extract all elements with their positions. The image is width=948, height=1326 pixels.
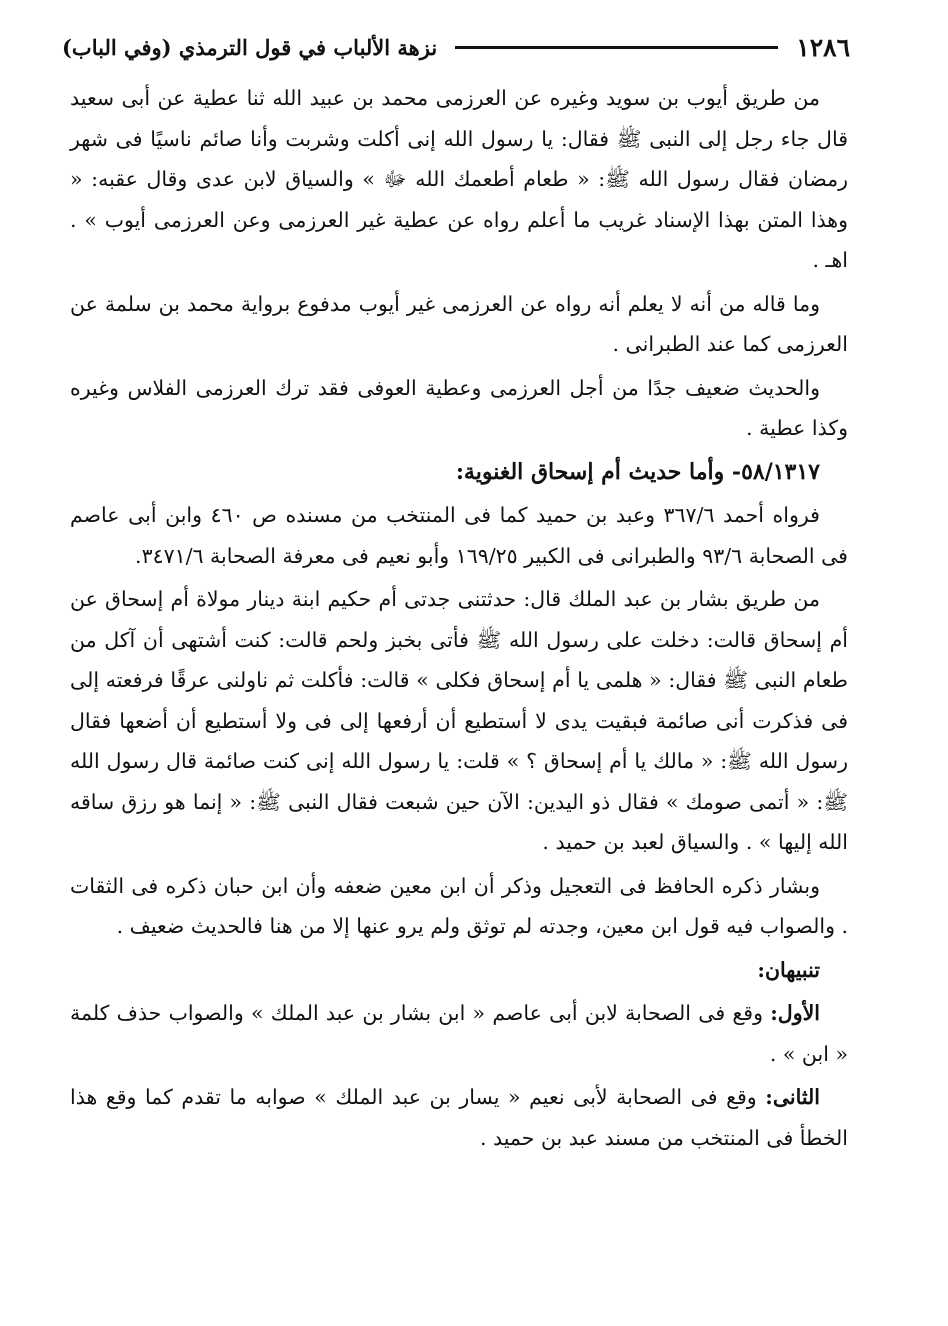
header-rule: [455, 46, 778, 49]
note-2-label: الثانى:: [765, 1085, 820, 1109]
paragraph-6: وبشار ذكره الحافظ فى التعجيل وذكر أن ابن معين ضعفه وأن ابن حبان ذكره فى الثقات . والصواب فيه قول ابن معين، وجدته لم توثق ولم يرو عنها إلا من هنا فالحديث ضعيف .: [70, 873, 848, 938]
notes-heading: تنبيهان:: [757, 957, 820, 982]
paragraph-3: والحديث ضعيف جدًا من أجل العرزمى وعطية العوفى فقد ترك العرزمى الفلاس وغيره وكذا عطية .: [70, 375, 848, 440]
note-1-label: الأول:: [770, 1001, 820, 1025]
book-title: نزهة الألباب في قول الترمذي (وفي الباب): [62, 34, 438, 60]
paragraph-2: وما قاله من أنه لا يعلم أنه رواه عن العرزمى غير أيوب مدفوع برواية محمد بن سلمة عن العرزمى كما عند الطبرانى .: [70, 291, 848, 356]
note-2-text: وقع فى الصحابة لأبى نعيم « يسار بن عبد الملك » صوابه ما تقدم كما وقع هذا الخطأ فى المنتخب من مسند عبد بن حميد .: [70, 1085, 848, 1150]
note-2: [70, 1077, 848, 1158]
paragraph-1: من طريق أيوب بن سويد وغيره عن العرزمى محمد بن عبيد الله ثنا عطية عن أبى سعيد قال جاء رجل إلى النبى ﷺ فقال: يا رسول الله إنى أكلت وشربت وأنا صائم ناسيًا فى شهر رمضان فقال رسول الله ﷺ: « طعام أطعمك الله ﷻ » والسياق لابن عدى وقال عقبه: « وهذا المتن بهذا الإسناد غريب ما أعلم رواه عن عطية غير العرزمى وعن العرزمى أيوب » . اهـ .: [70, 86, 848, 272]
paragraph-5: من طريق بشار بن عبد الملك قال: حدثتنى جدتى أم حكيم ابنة دينار مولاة أم إسحاق عن أم إسحاق قالت: دخلت على رسول الله ﷺ فأتى بخبز ولحم قالت: كنت أشتهى أن آكل من طعام النبى ﷺ فقال: « هلمى يا أم إسحاق فكلى » قالت: فأكلت ثم ناولنى عرقًا فرفعته إلى فى فذكرت أنى صائمة فبقيت يدى لا أستطيع أن أرفعها إلى فى ولا أستطيع أن أضعها فقال رسول الله ﷺ: « مالك يا أم إسحاق ؟ » قلت: يا رسول الله إنى كنت صائمة قال رسول الله ﷺ: « أتمى صومك » فقال ذو اليدين: الآن حين شبعت فقال النبى ﷺ: « إنما هو رزق ساقه الله إليها » . والسياق لعبد بن حميد .: [70, 587, 848, 854]
paragraph-4: فرواه أحمد ٣٦٧/٦ وعبد بن حميد كما فى المنتخب من مسنده ص ٤٦٠ وابن أبى عاصم فى الصحابة ٩٣/٦ والطبرانى فى الكبير ١٦٩/٢٥ وأبو نعيم فى معرفة الصحابة ٣٤٧١/٦.: [70, 503, 848, 568]
section-heading: ٥٨/١٣١٧- وأما حديث أم إسحاق الغنوية:: [455, 458, 820, 485]
page-number: ١٢٨٦: [796, 32, 850, 62]
note-1-text: وقع فى الصحابة لابن أبى عاصم « ابن بشار بن عبد الملك » والصواب حذف كلمة « ابن » .: [70, 1001, 848, 1066]
note-1: [70, 993, 848, 1074]
running-header: [62, 30, 850, 64]
page-body: [70, 78, 848, 1161]
